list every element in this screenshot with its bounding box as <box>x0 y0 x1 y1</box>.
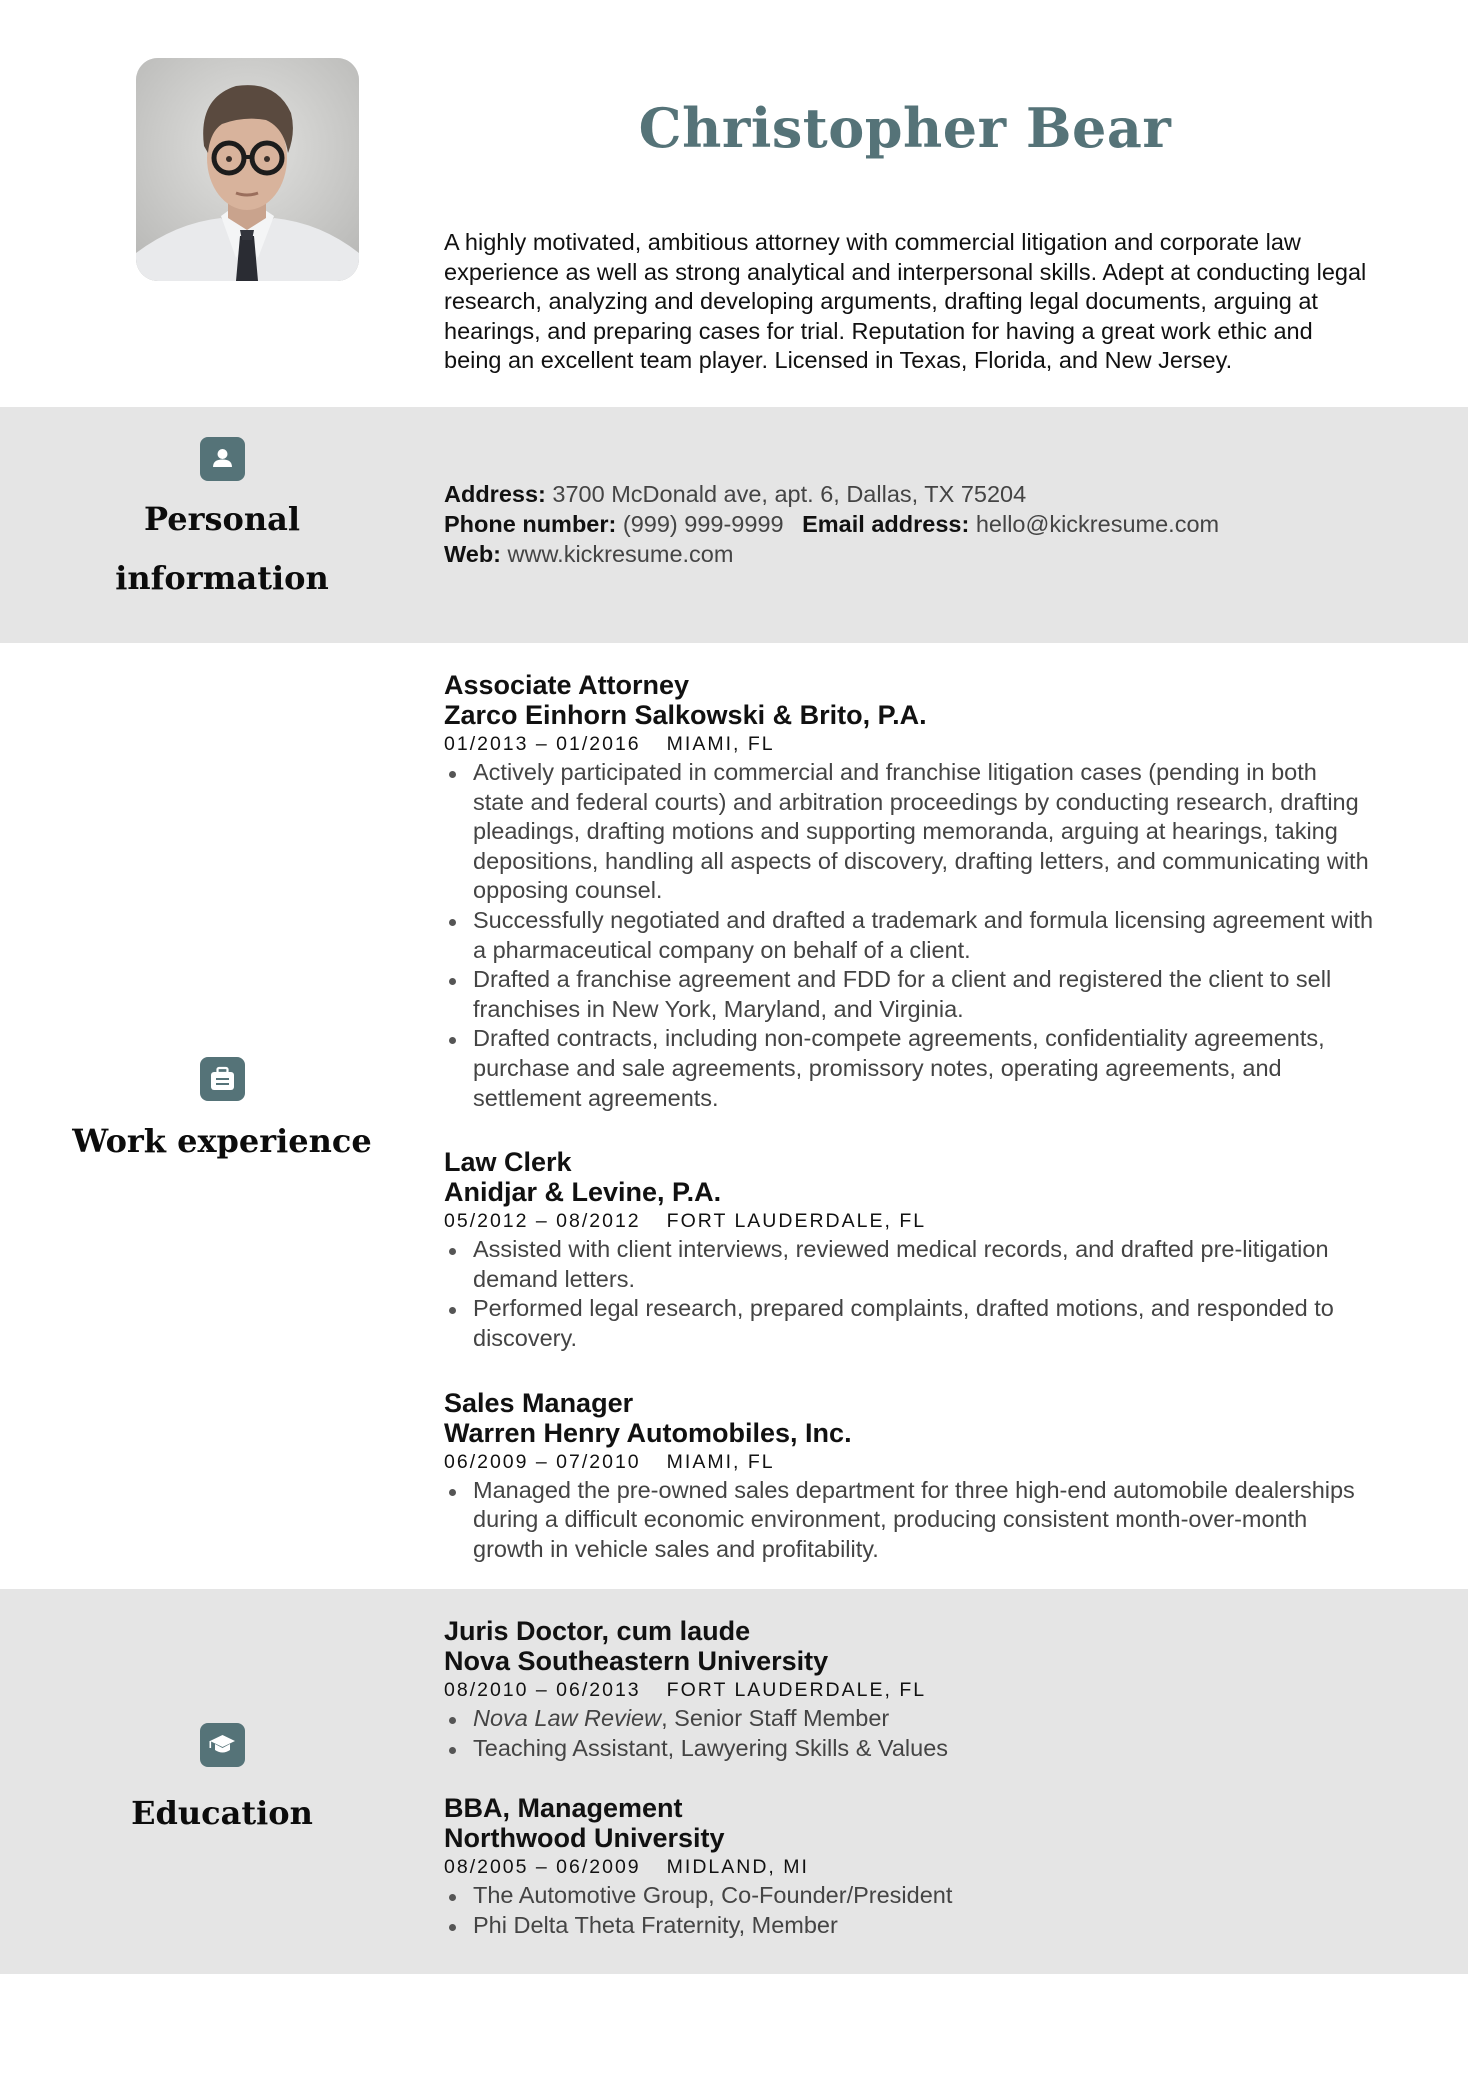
work-entry <box>444 1147 1374 1353</box>
education-location: MIDLAND, MI <box>666 1856 809 1879</box>
personal-information-section <box>0 407 1468 643</box>
job-dates: 05/2012 – 08/2012 <box>444 1210 641 1233</box>
education-entry <box>444 1616 1374 1763</box>
job-meta <box>444 1207 1374 1235</box>
portrait-image-icon <box>136 58 359 281</box>
section-title: Education <box>131 1794 313 1832</box>
education-dates: 08/2005 – 06/2009 <box>444 1856 641 1879</box>
education-entry <box>444 1793 1374 1940</box>
candidate-name: Christopher Bear <box>638 96 1172 160</box>
company-name: Warren Henry Automobiles, Inc. <box>444 1417 852 1448</box>
web-row <box>444 539 1374 569</box>
job-title: Law Clerk <box>444 1147 572 1178</box>
job-bullets <box>444 1235 1374 1353</box>
bullet-item: The Automotive Group, Co-Founder/President <box>444 1881 1374 1911</box>
education-meta <box>444 1853 1374 1881</box>
phone-label: Phone number: <box>444 511 617 537</box>
school-name: Northwood University <box>444 1823 725 1854</box>
graduation-cap-icon <box>200 1723 245 1767</box>
web-label: Web: <box>444 541 502 567</box>
job-bullets <box>444 1476 1374 1565</box>
address-label: Address: <box>444 481 546 507</box>
bullet-text: , Senior Staff Member <box>661 1705 890 1731</box>
job-title: Sales Manager <box>444 1387 634 1418</box>
bullet-item: Successfully negotiated and drafted a trademark and formula licensing agreement with a pharmaceutical company on behalf of a client. <box>444 906 1374 965</box>
work-entry <box>444 1388 1374 1565</box>
education-bullets <box>444 1704 1374 1763</box>
bullet-item: Drafted a franchise agreement and FDD for a client and registered the client to sell franchises in New York, Maryland, and Virginia. <box>444 965 1374 1024</box>
section-heading <box>0 437 444 608</box>
phone-email-row <box>444 509 1374 539</box>
bullet-item: Actively participated in commercial and franchise litigation cases (pending in both state and federal courts) and arbitration proceedings by conducting research, drafting pleadings, drafting motions and supporting memoranda, arguing at hearings, taking depositions, handling all aspects of discovery, drafting letters, and communicating with opposing counsel. <box>444 758 1374 906</box>
company-name: Anidjar & Levine, P.A. <box>444 1177 722 1208</box>
degree-title: BBA, Management <box>444 1793 683 1824</box>
bullet-item: Phi Delta Theta Fraternity, Member <box>444 1911 1374 1941</box>
job-title: Associate Attorney <box>444 670 690 700</box>
job-dates: 06/2009 – 07/2010 <box>444 1450 641 1473</box>
bullet-item: Drafted contracts, including non-compete agreements, confidentiality agreements, purchase and sale agreements, promissory notes, operating agreements, and settlement agreements. <box>444 1024 1374 1113</box>
profile-photo <box>136 58 359 281</box>
job-location: FORT LAUDERDALE, FL <box>666 1210 927 1233</box>
job-location: MIAMI, FL <box>666 733 775 755</box>
section-title-line1: Personal <box>144 500 300 538</box>
education-bullets <box>444 1881 1374 1940</box>
work-entries <box>444 670 1374 1590</box>
education-meta <box>444 1676 1374 1704</box>
bullet-item: Teaching Assistant, Lawyering Skills & Values <box>444 1734 1374 1764</box>
section-title-line2: information <box>115 559 329 597</box>
briefcase-icon <box>200 1057 245 1101</box>
bullet-item: Assisted with client interviews, reviewed medical records, and drafted pre-litigation demand letters. <box>444 1235 1374 1294</box>
degree-title: Juris Doctor, cum laude <box>444 1616 751 1646</box>
education-section <box>0 1589 1468 1974</box>
school-name: Nova Southeastern University <box>444 1646 829 1676</box>
job-meta <box>444 1448 1374 1476</box>
address-value: 3700 McDonald ave, apt. 6, Dallas, TX 75204 <box>552 481 1027 507</box>
job-location: MIAMI, FL <box>666 1450 775 1473</box>
work-entry <box>444 670 1374 1113</box>
job-meta <box>444 730 1374 758</box>
section-heading <box>0 1723 444 1843</box>
section-heading <box>0 1057 444 1171</box>
education-location: FORT LAUDERDALE, FL <box>666 1679 927 1701</box>
email-label: Email address: <box>802 511 970 537</box>
bullet-item: Managed the pre-owned sales department for three high-end automobile dealerships during a difficult economic environment, producing consistent month-over-month growth in vehicle sales and profitability. <box>444 1476 1374 1565</box>
contact-details <box>444 479 1374 569</box>
company-name: Zarco Einhorn Salkowski & Brito, P.A. <box>444 700 927 730</box>
bullet-item: Performed legal research, prepared complaints, drafted motions, and responded to discovery. <box>444 1294 1374 1353</box>
resume-header <box>0 0 1468 407</box>
profile-summary: A highly motivated, ambitious attorney with commercial litigation and corporate law experience as well as strong analytical and interpersonal skills. Adept at conducting legal research, analyzing and developing arguments, drafting legal documents, arguing at hearings, and preparing cases for trial. Reputation for having a great work ethic and being an excellent team player. Licensed in Texas, Florida, and New Jersey. <box>444 229 1367 373</box>
section-title: Work experience <box>72 1122 372 1160</box>
publication-name: Nova Law Review <box>473 1705 662 1731</box>
address-row <box>444 479 1374 509</box>
section-title <box>0 490 444 608</box>
phone-value: (999) 999-9999 <box>622 511 784 537</box>
user-icon <box>200 437 245 481</box>
job-dates: 01/2013 – 01/2016 <box>444 733 641 755</box>
education-dates: 08/2010 – 06/2013 <box>444 1679 641 1701</box>
education-entries <box>444 1616 1374 1966</box>
work-experience-section <box>0 643 1468 1589</box>
email-link[interactable]: hello@kickresume.com <box>975 511 1220 537</box>
bullet-item <box>444 1704 1374 1734</box>
web-link[interactable]: www.kickresume.com <box>507 541 734 567</box>
job-bullets <box>444 758 1374 1113</box>
